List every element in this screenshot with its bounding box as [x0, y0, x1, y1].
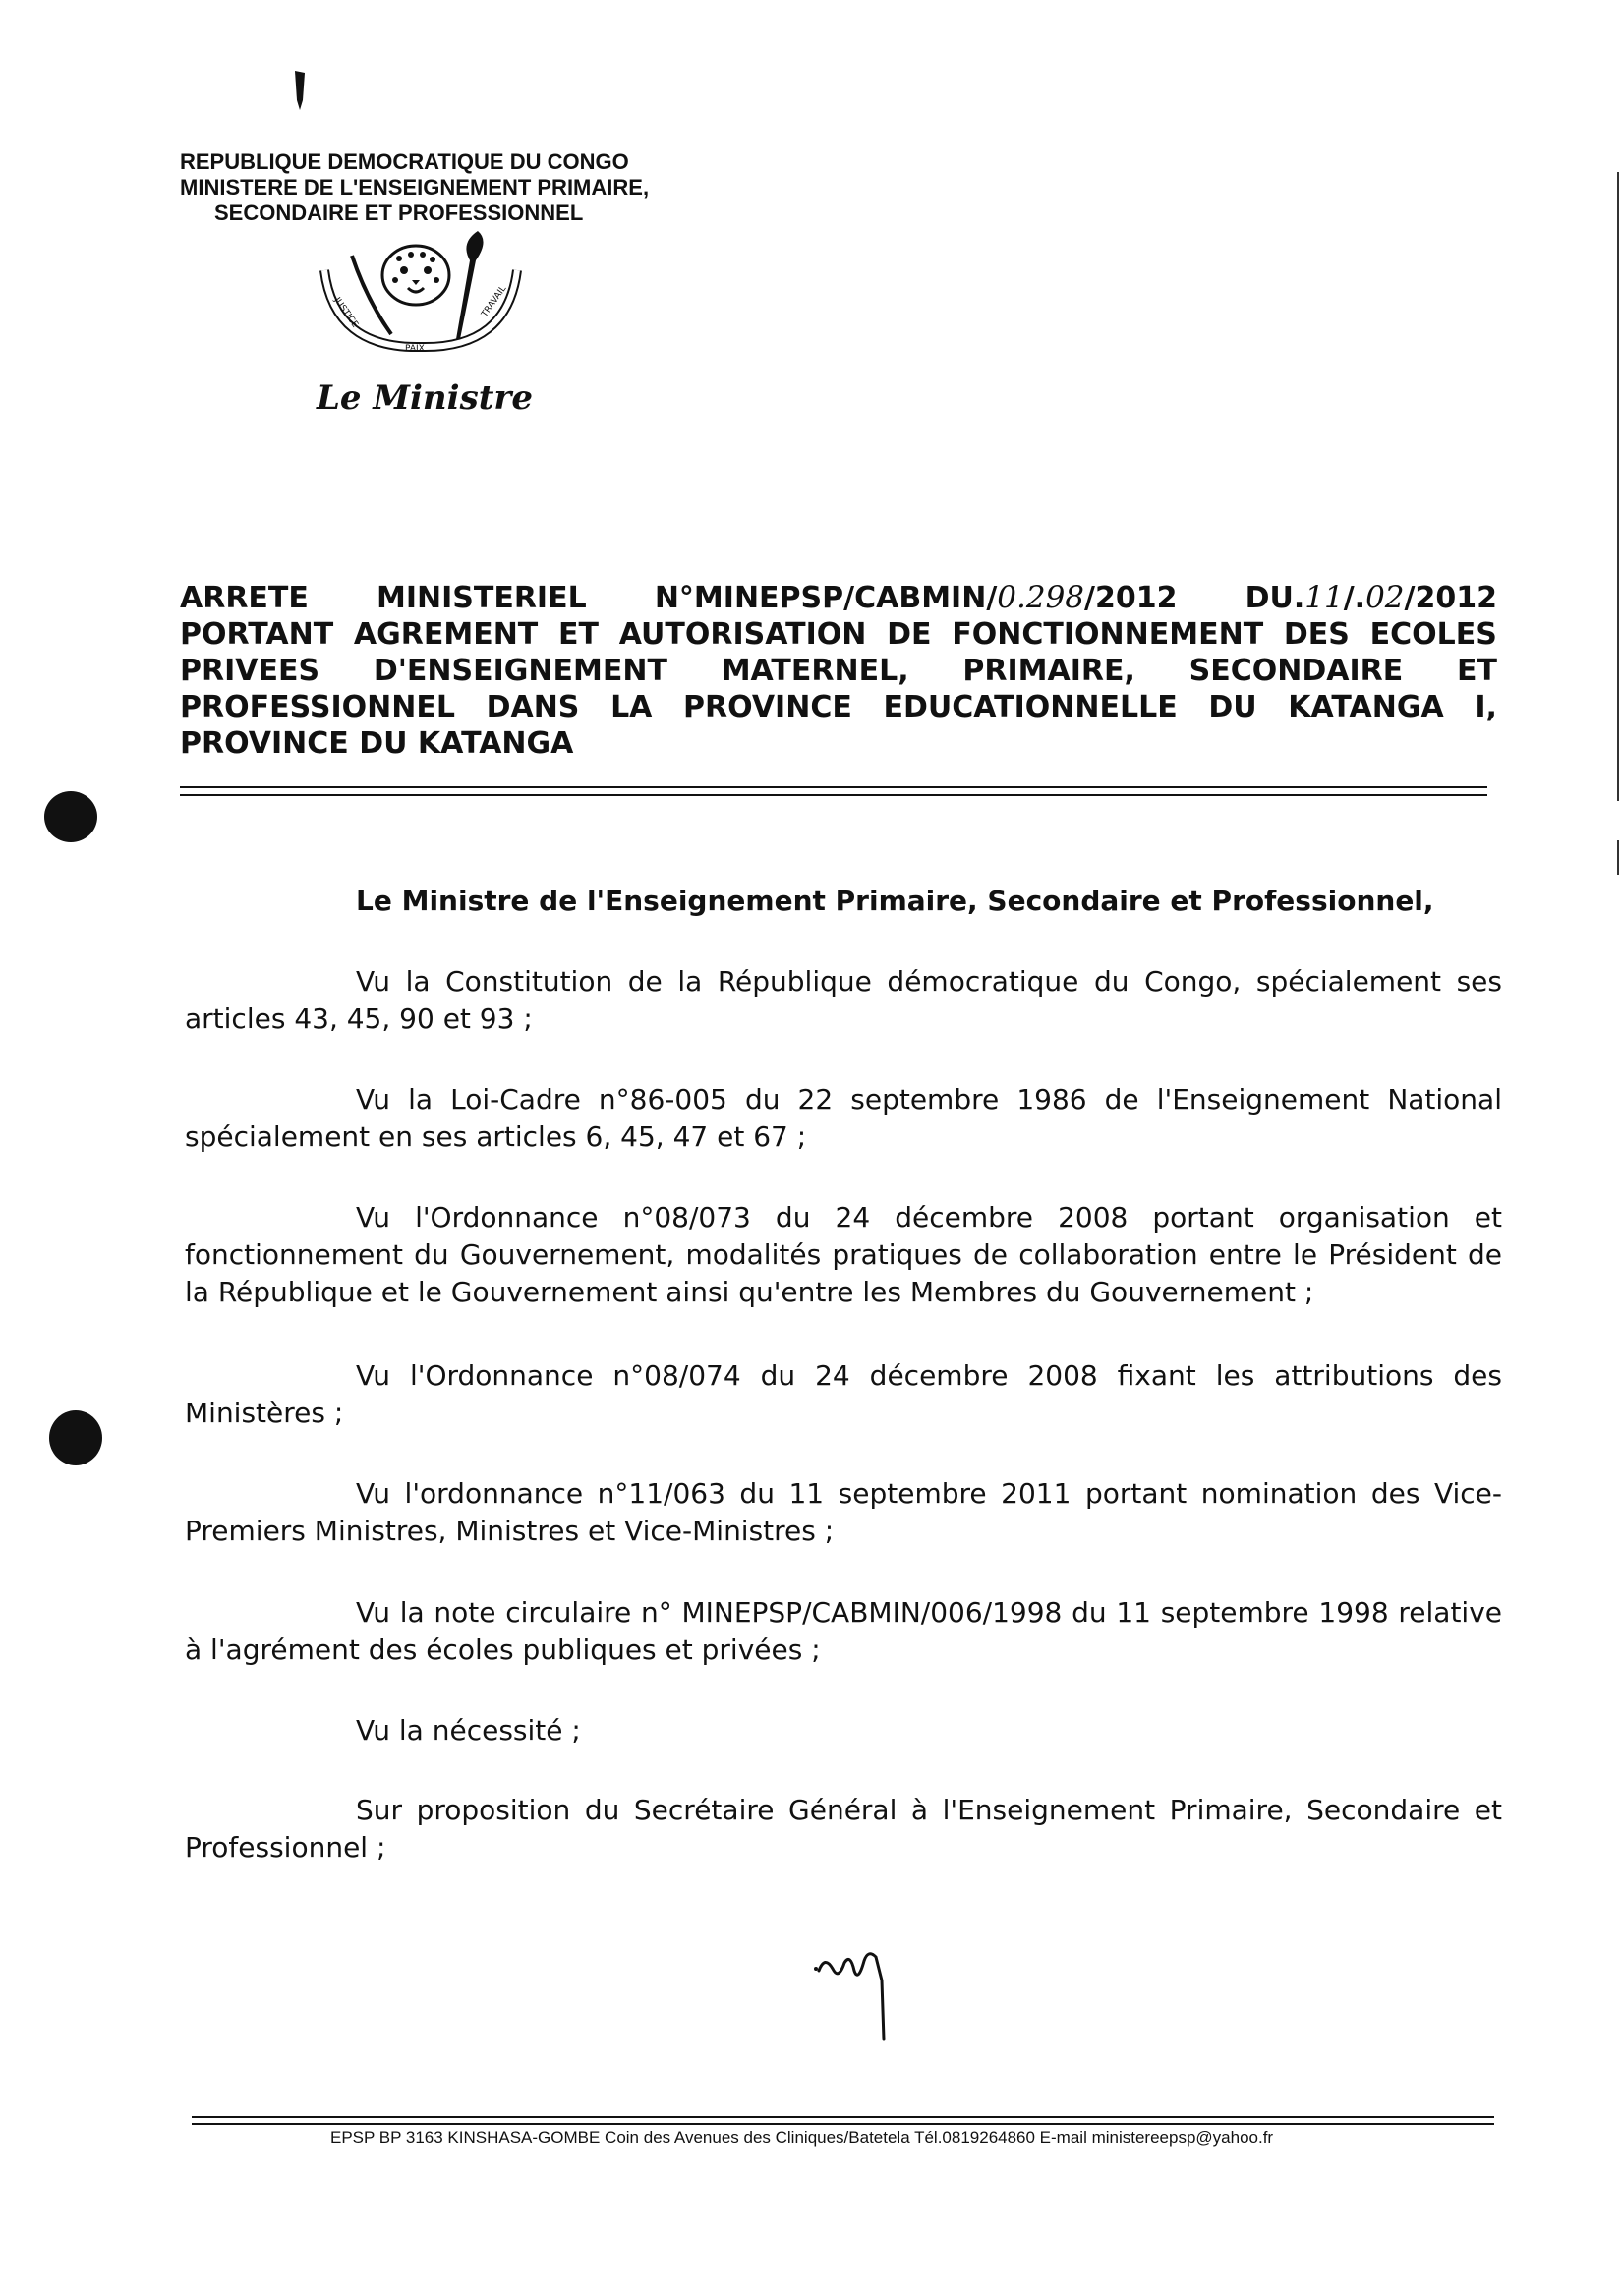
- paragraph-constitution: Vu la Constitution de la République démocratique du Congo, spécialement ses articles 43, 45, 90 et 93 ;: [185, 965, 1502, 1035]
- punch-hole-bottom: [49, 1410, 102, 1465]
- letterhead-ministry-cont: SECONDAIRE ET PROFESSIONNEL: [214, 201, 584, 225]
- handwritten-month: 02: [1365, 580, 1405, 615]
- handwritten-day: 11: [1304, 580, 1344, 615]
- title-line-1: ARRETE MINISTERIEL N°MINEPSP/CABMIN/0.298/2012 DU.11/.02/2012: [180, 580, 1497, 615]
- title-line-3: PRIVEES D'ENSEIGNEMENT MATERNEL, PRIMAIRE, SECONDAIRE ET: [180, 654, 1497, 688]
- scan-edge-line: [1617, 172, 1619, 801]
- paragraph-ordonnance-11-063: Vu l'ordonnance n°11/063 du 11 septembre 2011 portant nomination des Vice-Premiers Ministres, Ministres et Vice-Ministres ;: [185, 1477, 1502, 1547]
- title-line-5: PROVINCE DU KATANGA: [180, 726, 574, 761]
- punch-hole-top: [44, 791, 97, 842]
- letterhead: [180, 149, 649, 226]
- scan-edge-line: [1617, 840, 1619, 875]
- decree-title: [180, 580, 1497, 762]
- leopard-coat-of-arms-icon: [313, 231, 529, 369]
- paragraph-ordonnance-08-074: Vu l'Ordonnance n°08/074 du 24 décembre 2008 fixant les attributions des Ministères ;: [185, 1359, 1502, 1429]
- paragraph-loi-cadre: Vu la Loi-Cadre n°86-005 du 22 septembre 1986 de l'Enseignement National spécialement en ses articles 6, 45, 47 et 67 ;: [185, 1083, 1502, 1153]
- paragraph-proposition: Sur proposition du Secrétaire Général à l'Enseignement Primaire, Secondaire et Professionnel ;: [185, 1794, 1502, 1864]
- handwritten-initials-icon: [811, 1941, 899, 2049]
- svg-text:TRAVAIL: TRAVAIL: [480, 284, 509, 319]
- letterhead-country: REPUBLIQUE DEMOCRATIQUE DU CONGO: [180, 149, 629, 174]
- title-line-2: PORTANT AGREMENT ET AUTORISATION DE FONCTIONNEMENT DES ECOLES: [180, 617, 1497, 652]
- scan-mark-icon: [293, 71, 307, 110]
- paragraph-note-circulaire: Vu la note circulaire n° MINEPSP/CABMIN/006/1998 du 11 septembre 1998 relative à l'agrément des écoles publiques et privées ;: [185, 1596, 1502, 1666]
- minister-title: Le Ministre: [317, 378, 533, 418]
- paragraph-necessite: Vu la nécessité ;: [356, 1714, 581, 1747]
- preamble-heading: Le Ministre de l'Enseignement Primaire, Secondaire et Professionnel,: [356, 885, 1434, 917]
- title-line-4: PROFESSIONNEL DANS LA PROVINCE EDUCATIONNELLE DU KATANGA I,: [180, 690, 1497, 724]
- svg-text:PAIX: PAIX: [405, 344, 425, 354]
- handwritten-number: 0.298: [997, 580, 1085, 615]
- footer-divider: [192, 2116, 1494, 2125]
- paragraph-ordonnance-08-073: Vu l'Ordonnance n°08/073 du 24 décembre 2008 portant organisation et fonctionnement du Gouvernement, modalités pratiques de collaboration entre le Président de la République et le Gouvernement ainsi qu'entre les Membres du Gouvernement ;: [185, 1201, 1502, 1308]
- letterhead-ministry: MINISTERE DE L'ENSEIGNEMENT PRIMAIRE,: [180, 175, 650, 200]
- title-divider: [180, 786, 1487, 796]
- footer-address: EPSP BP 3163 KINSHASA-GOMBE Coin des Avenues des Cliniques/Batetela Tél.0819264860 E-mail ministereepsp@yahoo.fr: [330, 2128, 1274, 2147]
- svg-text:JUSTICE: JUSTICE: [331, 295, 360, 330]
